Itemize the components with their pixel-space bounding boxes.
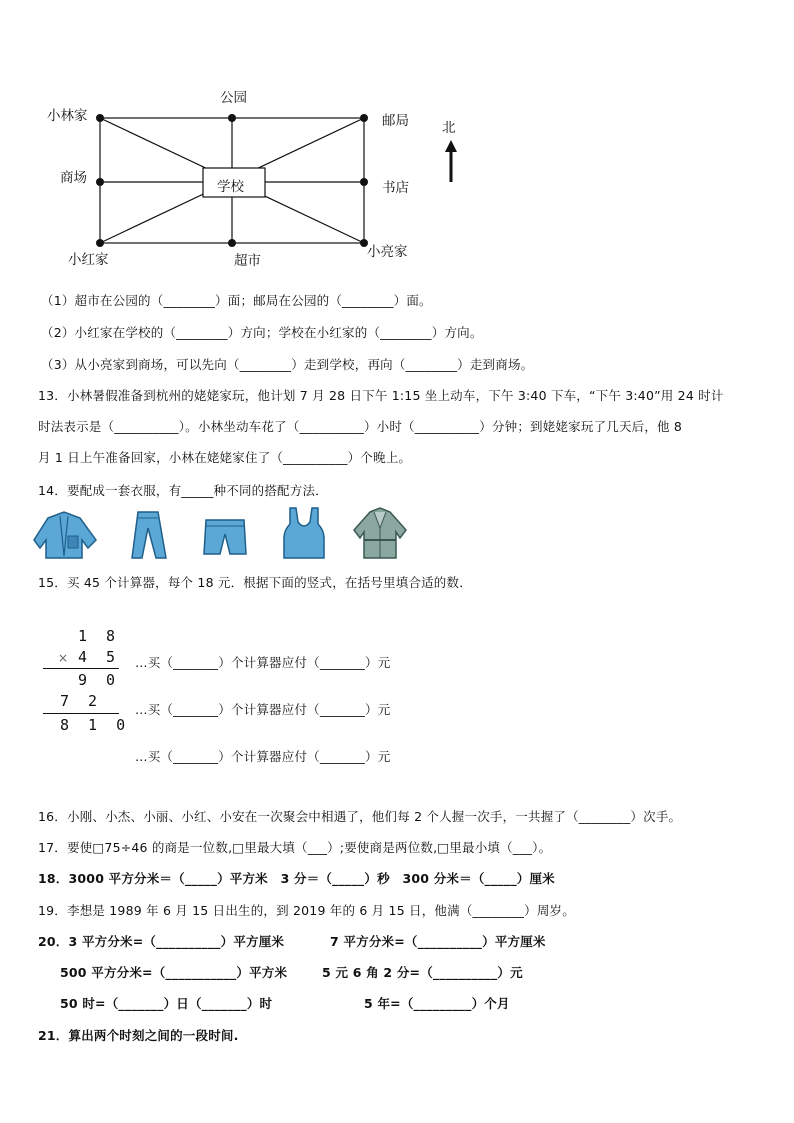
q15-fill2: …买（_______）个计算器应付（_______）元 bbox=[135, 702, 391, 717]
label-post-office: 邮局 bbox=[382, 113, 409, 129]
vert-row1: 1 8 bbox=[78, 627, 121, 645]
q20-f: 5 年=（_________）个月 bbox=[364, 996, 510, 1011]
q20-c: 500 平方分米=（___________）平方米 bbox=[60, 965, 288, 980]
shorts-icon bbox=[204, 520, 246, 554]
dot-post bbox=[360, 114, 368, 122]
q13-line3: 月 1 日上午准备回家，小林在姥姥家住了（__________）个晚上。 bbox=[38, 450, 412, 465]
q17: 17．要使□75÷46 的商是一位数,□里最大填（___）;要使商是两位数,□里最小填（___）。 bbox=[38, 840, 552, 855]
q20-b: 7 平方分米=（__________）平方厘米 bbox=[330, 934, 546, 949]
q15-fill1: …买（_______）个计算器应付（_______）元 bbox=[135, 655, 391, 670]
label-park: 公园 bbox=[220, 90, 247, 106]
q20-e: 50 时=（_______）日（_______）时 bbox=[60, 996, 273, 1011]
vert-row3: 9 0 bbox=[78, 671, 121, 689]
q16: 16．小刚、小杰、小丽、小红、小安在一次聚会中相遇了，他们每 2 个人握一次手，一共握了（________）次手。 bbox=[38, 809, 682, 824]
dot-super bbox=[228, 239, 236, 247]
vert-line1 bbox=[43, 668, 119, 669]
clothes-row bbox=[30, 506, 450, 562]
coat-icon bbox=[354, 508, 406, 558]
label-bookstore: 书店 bbox=[382, 180, 409, 196]
dot-park bbox=[228, 114, 236, 122]
north-arrow-icon bbox=[445, 140, 457, 182]
label-xiaoliang-home: 小亮家 bbox=[367, 244, 408, 260]
q21: 21．算出两个时刻之间的一段时间. bbox=[38, 1028, 239, 1043]
label-mall: 商场 bbox=[60, 170, 87, 186]
dot-book bbox=[360, 178, 368, 186]
q15-fill3: …买（_______）个计算器应付（_______）元 bbox=[135, 749, 391, 764]
q13-line2: 时法表示是（__________）。小林坐动车花了（__________）小时（__________）分钟；到姥姥家玩了几天后，他 8 bbox=[38, 419, 683, 434]
vert-line2 bbox=[43, 713, 119, 714]
vert-row4: 7 2 bbox=[60, 692, 103, 710]
label-xiaohong-home: 小红家 bbox=[68, 252, 109, 268]
dot-xiaolin bbox=[96, 114, 104, 122]
q20-d: 5 元 6 角 2 分=（__________）元 bbox=[322, 965, 523, 980]
multiply-sign: × bbox=[58, 651, 69, 665]
label-north: 北 bbox=[442, 120, 456, 136]
label-school: 学校 bbox=[217, 179, 244, 195]
q18: 18．3000 平方分米＝（_____）平方米 3 分＝（_____）秒 300 分米＝（_____）厘米 bbox=[38, 871, 555, 886]
label-supermarket: 超市 bbox=[234, 253, 261, 269]
q14-text: 14．要配成一套衣服，有_____种不同的搭配方法． bbox=[38, 483, 328, 498]
q13-line1: 13．小林暑假准备到杭州的姥姥家玩，他计划 7 月 28 日下午 1:15 坐上动车，下午 3:40 下车，“下午 3:40”用 24 时计 bbox=[38, 388, 724, 403]
label-xiaolin-home: 小林家 bbox=[47, 108, 88, 124]
vert-row5: 8 1 0 bbox=[60, 716, 131, 734]
q19: 19．李想是 1989 年 6 月 15 日出生的，到 2019 年的 6 月 15 日，他满（________）周岁。 bbox=[38, 903, 575, 918]
q15-text: 15．买 45 个计算器，每个 18 元．根据下面的竖式，在括号里填合适的数． bbox=[38, 575, 472, 590]
q12-sub2: （2）小红家在学校的（________）方向；学校在小红家的（________）方向。 bbox=[41, 325, 483, 340]
vert-row2: 4 5 bbox=[78, 648, 121, 666]
q12-sub3: （3）从小亮家到商场，可以先向（________）走到学校，再向（________）走到商场。 bbox=[41, 357, 534, 372]
trousers-icon bbox=[132, 512, 166, 558]
jacket-icon bbox=[34, 512, 96, 558]
dot-mall bbox=[96, 178, 104, 186]
q20-a: 20．3 平方分米=（__________）平方厘米 bbox=[38, 934, 285, 949]
vest-icon bbox=[284, 508, 324, 558]
dot-xiaohong bbox=[96, 239, 104, 247]
q12-sub1: （1）超市在公园的（________）面；邮局在公园的（________）面。 bbox=[41, 293, 432, 308]
